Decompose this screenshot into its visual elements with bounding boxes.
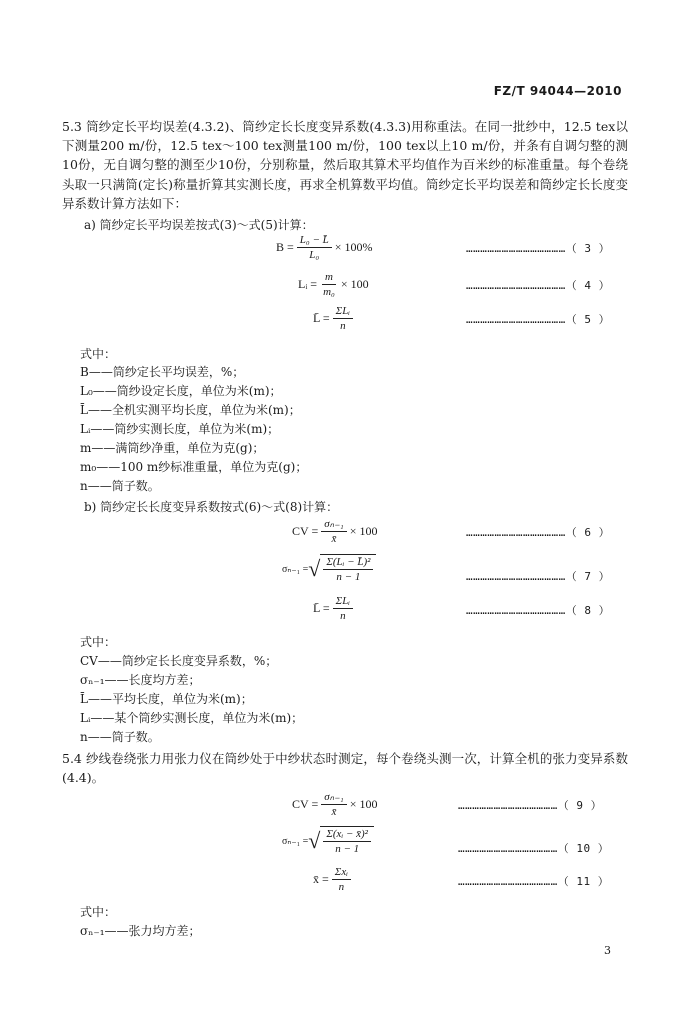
eq4-fraction bbox=[320, 270, 338, 299]
where2-line-1: CV——筒纱定长长度变异系数，%； bbox=[80, 654, 278, 668]
where-title-1: 式中： bbox=[80, 347, 117, 361]
eq3-fraction bbox=[297, 233, 332, 262]
eq8-fraction bbox=[333, 594, 353, 623]
eq6-number: ……………………………………（ 6 ） bbox=[466, 526, 611, 539]
eq3-numerator: L₀ − L̄ bbox=[297, 233, 332, 248]
item-b: b) 筒纱定长长度变异系数按式(6)～式(8)计算： bbox=[84, 500, 339, 514]
equation-11 bbox=[313, 865, 354, 894]
equation-5 bbox=[313, 304, 356, 333]
eq10-denominator: n − 1 bbox=[335, 843, 360, 855]
eq6-lhs: CV = bbox=[292, 524, 319, 538]
eq4-tail: × 100 bbox=[340, 277, 369, 291]
eq8-numerator: ΣLᵢ bbox=[333, 594, 353, 609]
eq5-number: ……………………………………（ 5 ） bbox=[466, 313, 611, 326]
sqrt-sign-icon: √ bbox=[308, 556, 321, 581]
equation-9 bbox=[292, 790, 377, 819]
where2-line-2: σₙ₋₁——长度均方差； bbox=[80, 673, 201, 687]
section-5-4-paragraph: 5.4 纱线卷绕张力用张力仪在筒纱处于中纱状态时测定，每个卷绕头测一次，计算全机的张力变异系数(4.4)。 bbox=[62, 751, 628, 786]
equation-4 bbox=[298, 270, 369, 299]
eq7-number: ……………………………………（ 7 ） bbox=[466, 570, 611, 583]
eq6-numerator: σₙ₋₁ bbox=[321, 517, 346, 532]
eq7-denominator: n − 1 bbox=[336, 571, 361, 583]
eq9-denominator: x̄ bbox=[331, 806, 337, 818]
where2-line-3: L̄——平均长度，单位为米(m)； bbox=[80, 692, 253, 706]
where3-line-1: σₙ₋₁——张力均方差； bbox=[80, 924, 201, 938]
where1-line-2: L₀——筒纱设定长度，单位为米(m)； bbox=[80, 384, 282, 398]
eq8-denominator: n bbox=[340, 610, 346, 622]
eq7-fraction bbox=[323, 555, 373, 584]
eq9-numerator: σₙ₋₁ bbox=[321, 790, 346, 805]
where-title-3: 式中： bbox=[80, 905, 117, 919]
eq4-lhs: Lᵢ = bbox=[298, 277, 318, 291]
eq7-numerator: Σ(Lᵢ − L̄)² bbox=[323, 555, 373, 570]
eq10-numerator: Σ(xᵢ − x̄)² bbox=[323, 827, 371, 842]
standard-number: FZ/T 94044—2010 bbox=[493, 84, 622, 98]
eq9-tail: × 100 bbox=[349, 797, 378, 811]
equation-6 bbox=[292, 517, 377, 546]
eq11-numerator: Σxᵢ bbox=[332, 865, 351, 880]
section-5-3-paragraph: 5.3 筒纱定长平均误差(4.3.2)、筒纱定长长度变异系数(4.3.3)用称重法。在同一批纱中，12.5 tex以下测量200 m/份，12.5 tex～100 tex测量100 m/份，100 tex以上10 m/份，并条有自调匀整的测10份，无自调匀整的测至少10份，分别称量，然后取其算术平均值作为百米纱的标准重量。每个卷绕头取一只满筒(定长)称量折算其实测长度，再求全机算数平均值。筒纱定长平均误差和筒纱定长长度变异系数计算方法如下： bbox=[62, 119, 628, 211]
eq5-fraction bbox=[333, 304, 353, 333]
equation-10 bbox=[282, 826, 374, 856]
eq7-radicand bbox=[320, 554, 376, 584]
item-a: a) 筒纱定长平均误差按式(3)～式(5)计算： bbox=[84, 218, 314, 232]
where-title-2: 式中： bbox=[80, 635, 117, 649]
eq11-denominator: n bbox=[338, 881, 345, 893]
equation-7 bbox=[282, 554, 376, 584]
eq11-fraction bbox=[332, 865, 351, 894]
eq4-number: ……………………………………（ 4 ） bbox=[466, 279, 611, 292]
eq9-fraction bbox=[321, 790, 346, 819]
where2-line-4: Lᵢ——某个筒纱实测长度，单位为米(m)； bbox=[80, 711, 304, 725]
eq9-lhs: CV = bbox=[292, 797, 319, 811]
eq10-fraction bbox=[323, 827, 371, 856]
eq3-lhs: B = bbox=[276, 240, 294, 254]
eq3-number: ……………………………………（ 3 ） bbox=[466, 242, 611, 255]
eq7-sqrt bbox=[308, 554, 376, 584]
eq11-lhs: x̄ = bbox=[313, 872, 329, 886]
equation-8 bbox=[313, 594, 356, 623]
where2-line-5: n——筒子数。 bbox=[80, 730, 160, 744]
eq10-number: ……………………………………（ 10 ） bbox=[458, 842, 610, 855]
equation-3 bbox=[276, 233, 373, 262]
eq5-lhs: L̄ = bbox=[313, 311, 330, 325]
where1-line-6: m₀——100 m纱标准重量，单位为克(g)； bbox=[80, 460, 308, 474]
eq10-lhs: σₙ₋₁ = bbox=[282, 835, 309, 847]
eq8-lhs: L̄ = bbox=[313, 601, 330, 615]
eq5-numerator: ΣLᵢ bbox=[333, 304, 353, 319]
where1-line-5: m——满筒纱净重，单位为克(g)； bbox=[80, 441, 265, 455]
eq10-radicand bbox=[320, 826, 374, 856]
where1-line-3: L̄——全机实测平均长度，单位为米(m)； bbox=[80, 403, 301, 417]
eq11-number: ……………………………………（ 11 ） bbox=[458, 875, 610, 888]
eq6-denominator: x̄ bbox=[331, 533, 337, 545]
eq4-numerator: m bbox=[322, 270, 336, 285]
where1-line-1: B——筒纱定长平均误差，%； bbox=[80, 365, 245, 379]
eq8-number: ……………………………………（ 8 ） bbox=[466, 604, 611, 617]
page-number: 3 bbox=[604, 944, 611, 957]
eq9-number: ……………………………………（ 9 ） bbox=[458, 799, 603, 812]
eq6-fraction bbox=[321, 517, 346, 546]
eq3-tail: × 100% bbox=[334, 240, 373, 254]
where1-line-7: n——筒子数。 bbox=[80, 479, 160, 493]
where1-line-4: Lᵢ——筒纱实测长度，单位为米(m)； bbox=[80, 422, 280, 436]
sqrt-sign-icon: √ bbox=[308, 828, 321, 853]
eq3-denominator: L₀ bbox=[309, 249, 320, 261]
eq6-tail: × 100 bbox=[349, 524, 378, 538]
eq5-denominator: n bbox=[340, 320, 346, 332]
eq7-lhs: σₙ₋₁ = bbox=[282, 563, 309, 575]
eq4-denominator: m₀ bbox=[323, 286, 335, 298]
eq10-sqrt bbox=[308, 826, 374, 856]
